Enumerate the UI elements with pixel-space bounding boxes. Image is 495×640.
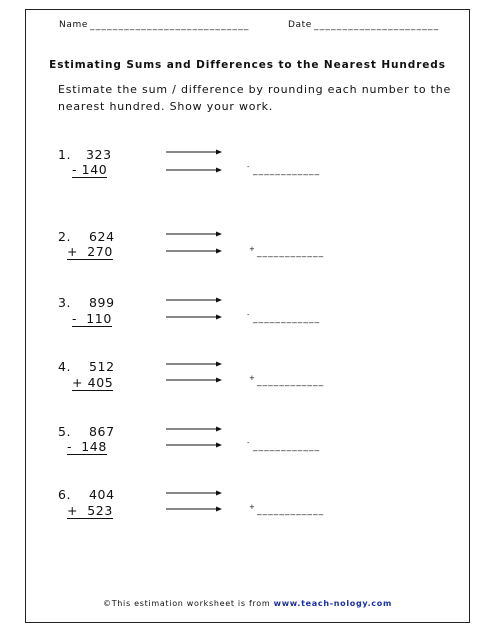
date-label: Date [288,20,312,30]
page-title: Estimating Sums and Differences to the Nearest Hundreds [49,59,446,71]
answer-sign: - [247,439,250,447]
answer-field[interactable]: ____________ [257,248,325,258]
right-arrow-icon [166,361,222,367]
right-arrow-icon [166,314,222,320]
name-label: Name [59,20,88,30]
problem-top-number: 323 [86,147,112,162]
footer [0,599,495,608]
answer-sign: - [247,163,250,171]
problem-number: 6. [58,487,72,502]
right-arrow-icon [166,297,222,303]
right-arrow-icon [166,377,222,383]
right-arrow-icon [166,490,222,496]
answer-field[interactable]: ____________ [253,442,321,452]
right-arrow-icon [166,426,222,432]
problem-top-number: 512 [89,359,115,374]
right-arrow-icon [166,506,222,512]
answer-sign: + [249,503,255,511]
date-field[interactable]: ______________________ [314,21,440,31]
problem-number: 3. [58,295,72,310]
problem-top-number: 899 [89,295,115,310]
problem-operand: - 148 [67,439,107,454]
right-arrow-icon [166,167,222,173]
answer-field[interactable]: ____________ [253,166,321,176]
answer-sign: + [249,374,255,382]
name-field[interactable]: ____________________________ [90,21,250,31]
footer-link[interactable]: www.teach-nology.com [273,599,392,608]
answer-field[interactable]: ____________ [253,314,321,324]
problem-number: 2. [58,229,72,244]
problem-operand: + 523 [67,503,113,518]
answer-sign: + [249,245,255,253]
problem-operand: - 110 [72,311,112,326]
answer-sign: - [247,311,250,319]
problem-top-number: 404 [89,487,115,502]
answer-field[interactable]: ____________ [257,377,325,387]
problem-operand: + 270 [67,244,113,259]
instructions-line-1: Estimate the sum / difference by rounding each number to the [58,83,452,96]
footer-text: ©This estimation worksheet is from [103,599,274,608]
right-arrow-icon [166,248,222,254]
problem-number: 4. [58,359,72,374]
problem-operand: + 405 [72,375,114,390]
problem-operand: - 140 [72,162,108,177]
problem-top-number: 867 [89,424,115,439]
right-arrow-icon [166,442,222,448]
instructions-line-2: nearest hundred. Show your work. [58,100,274,113]
right-arrow-icon [166,149,222,155]
problem-number: 1. [58,147,72,162]
problem-number: 5. [58,424,72,439]
right-arrow-icon [166,231,222,237]
answer-field[interactable]: ____________ [257,506,325,516]
problem-top-number: 624 [89,229,115,244]
